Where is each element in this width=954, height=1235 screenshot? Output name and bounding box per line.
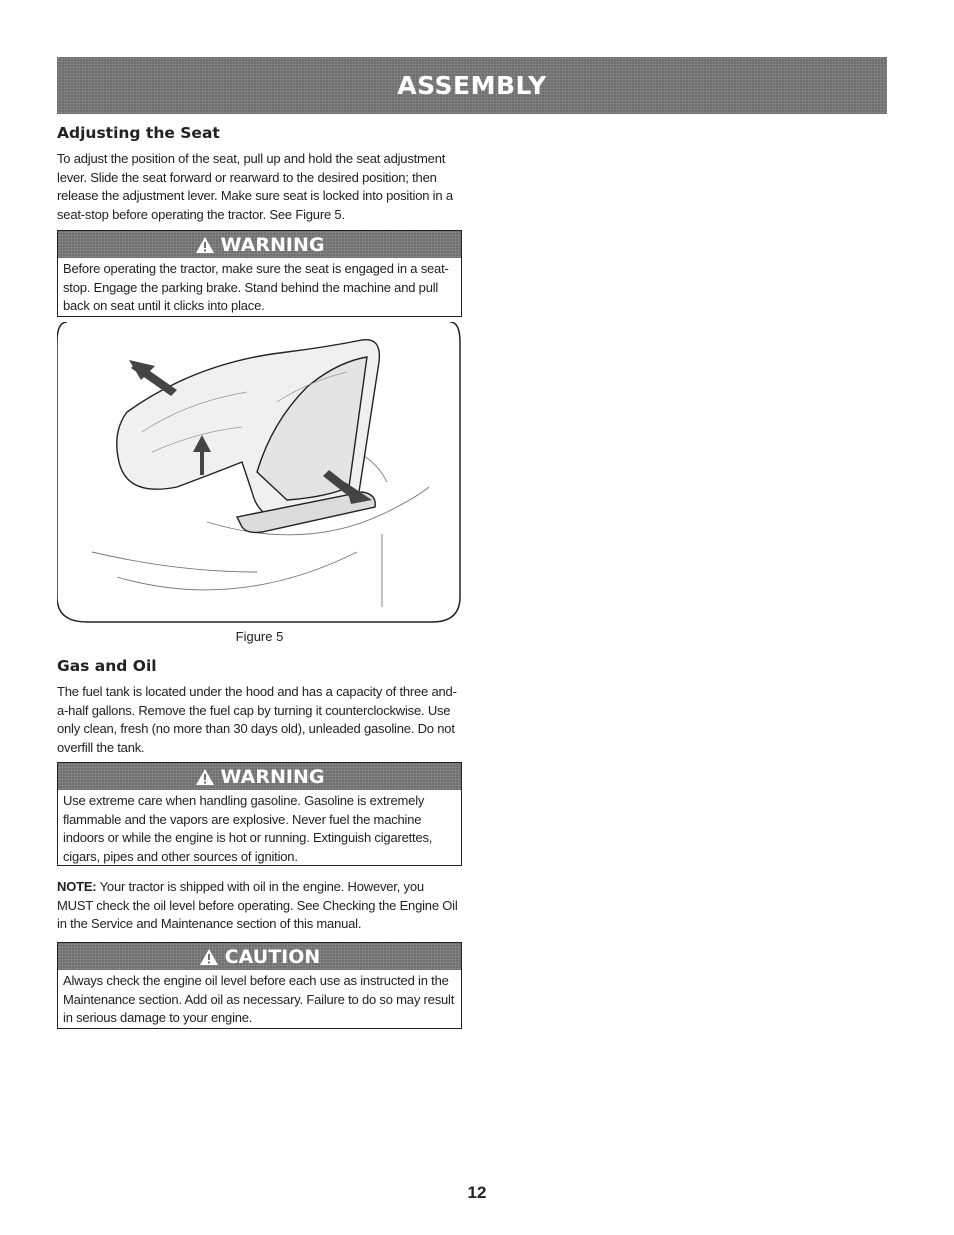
warning-triangle-icon [199,948,219,966]
caution-title: CAUTION [224,945,321,968]
gas-heading: Gas and Oil [57,657,157,675]
seat-body: To adjust the position of the seat, pull up and hold the seat adjustment lever. Slide the seat forward or rearward to the desired position; then release the adjustment lever. Make sure seat is locked into position in a seat-stop before operating the tractor. See Figure 5. [57,151,453,222]
warning-header [58,231,461,258]
warning-box-seat [57,230,462,317]
warning-text: Before operating the tractor, make sure the seat is engaged in a seat-stop. Engage the parking brake. Stand behind the machine and pull back on seat until it clicks into place. [63,261,449,313]
section-banner [57,57,887,114]
warning-box-gasoline [57,762,462,866]
section-title: ASSEMBLY [397,71,547,100]
caution-box [57,942,462,1029]
warning-title: WARNING [220,233,325,256]
note-text: Your tractor is shipped with oil in the engine. However, you MUST check the oil level before operating. See Checking the Engine Oil in the Service and Maintenance section of this manual. [57,879,458,931]
seat-heading: Adjusting the Seat [57,124,220,142]
caution-text: Always check the engine oil level before each use as instructed in the Maintenance section. Add oil as necessary. Failure to do so may result in serious damage to your engine. [63,973,455,1025]
gas-section [57,657,462,757]
warning-header [58,763,461,790]
figure-caption: Figure 5 [235,629,284,644]
note-label: NOTE: [57,879,97,894]
warning-title: WARNING [220,765,325,788]
note-section [57,878,462,934]
page-number: 12 [467,1183,487,1202]
seat-adjustment-figure [57,322,462,625]
caution-header [58,943,461,970]
warning-triangle-icon [195,768,215,786]
seat-section [57,124,462,224]
gas-body: The fuel tank is located under the hood and has a capacity of three and-a-half gallons. Remove the fuel cap by turning it counterclockwise. Use only clean, fresh (no more than 30 days old), unleaded gasoline. Do not overfill the tank. [57,684,457,755]
warning-text: Use extreme care when handling gasoline. Gasoline is extremely flammable and the vapors are explosive. Never fuel the machine indoors or while the engine is hot or running. Extinguish cigarettes, cigars, pipes and other sources of ignition. [63,793,433,864]
warning-triangle-icon [195,236,215,254]
